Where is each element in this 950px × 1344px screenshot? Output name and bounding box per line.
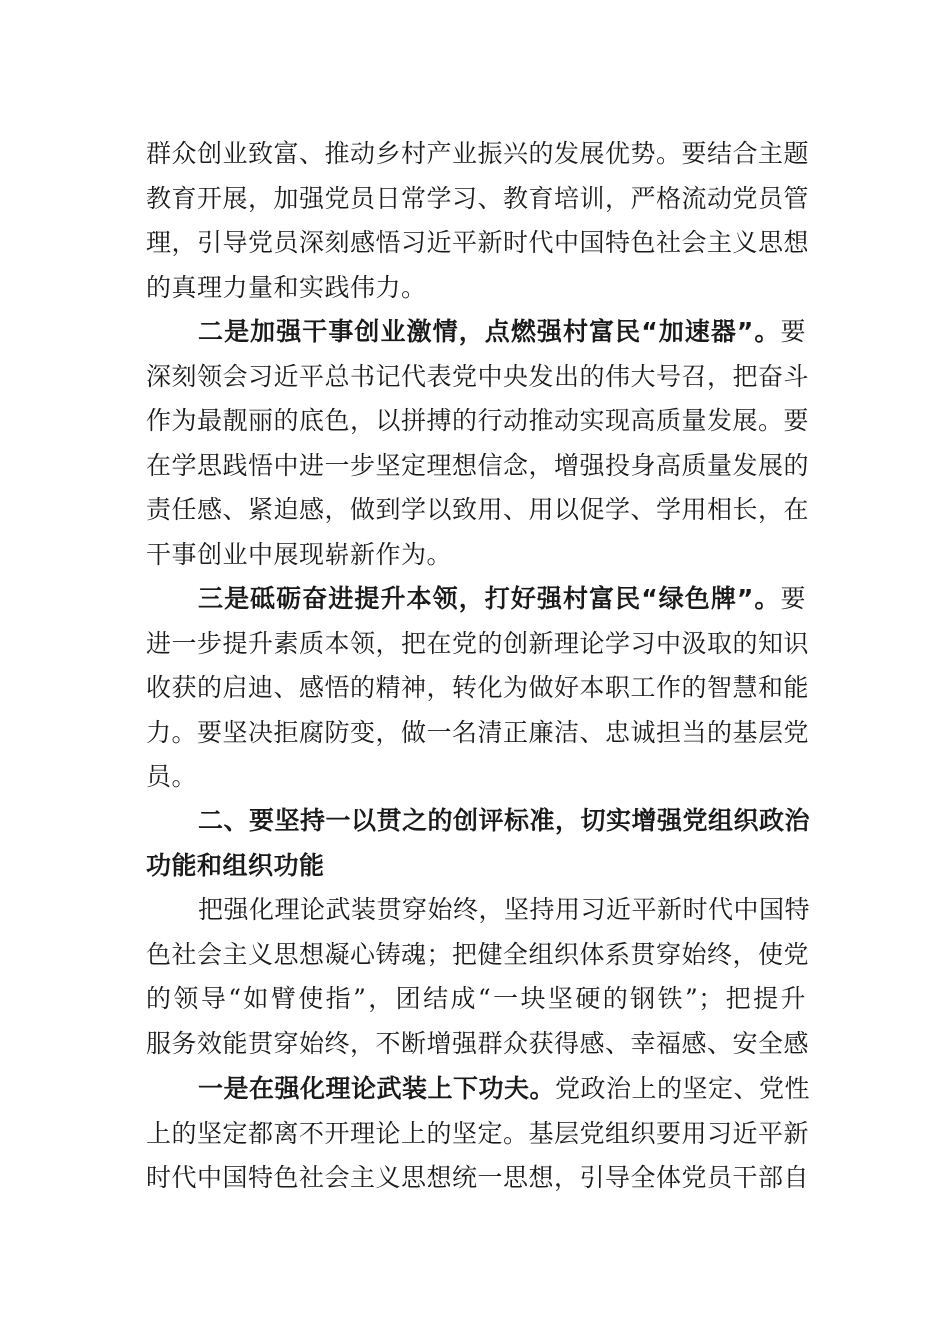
bold-lead-sentence: 二是加强干事创业激情，点燃强村富民“加速器”。 bbox=[198, 317, 781, 346]
paragraph-line: 在学思践悟中进一步坚定理想信念，增强投身高质量发展的 bbox=[146, 450, 810, 480]
heading-line: 功能和组织功能 bbox=[146, 850, 325, 880]
paragraph-line: 干事创业中展现崭新作为。 bbox=[146, 539, 453, 569]
paragraph-line: 教育开展，加强党员日常学习、教育培训，严格流动党员管 bbox=[146, 183, 810, 213]
paragraph-5 bbox=[146, 1067, 811, 1201]
paragraph-line: 色社会主义思想凝心铸魂；把健全组织体系贯穿始终，使党 bbox=[146, 939, 810, 969]
paragraph-lead-line bbox=[146, 1067, 811, 1112]
paragraph-line: 作为最靓丽的底色，以拼搏的行动推动实现高质量发展。要 bbox=[146, 406, 810, 435]
paragraph-4 bbox=[146, 888, 811, 1066]
paragraph-line: 上的坚定都离不开理论上的坚定。基层党组织要用习近平新 bbox=[146, 1118, 810, 1148]
paragraph-line: 力。要坚决拒腐防变，做一名清正廉洁、忠诚担当的基层党 bbox=[146, 717, 810, 747]
paragraph-line: 的领导“如臂使指”，团结成“一块坚硬的钢铁”；把提升 bbox=[146, 984, 806, 1013]
paragraph-line: 群众创业致富、推动乡村产业振兴的发展优势。要结合主题 bbox=[146, 139, 810, 168]
bold-lead-sentence: 一是在强化理论武装上下功夫。 bbox=[198, 1074, 556, 1103]
lead-tail-text: 要 bbox=[780, 317, 806, 346]
paragraph-2 bbox=[146, 310, 810, 577]
paragraph-line: 收获的启迪、感悟的精神，转化为做好本职工作的智慧和能 bbox=[146, 673, 810, 702]
paragraph-line: 把强化理论武装贯穿始终，坚持用习近平新时代中国特 bbox=[198, 895, 811, 924]
paragraph-lead-line bbox=[146, 577, 806, 622]
heading-line: 二、要坚持一以贯之的创评标准，切实增强党组织政治 bbox=[198, 806, 811, 835]
paragraph-line: 深刻领会习近平总书记代表党中央发出的伟大号召，把奋斗 bbox=[146, 361, 810, 391]
paragraph-line: 服务效能贯穿始终，不断增强群众获得感、幸福感、安全感 bbox=[146, 1028, 810, 1058]
paragraph-line: 的真理力量和实践伟力。 bbox=[146, 272, 427, 302]
bold-lead-sentence: 三是砥砺奋进提升本领，打好强村富民“绿色牌”。 bbox=[198, 584, 781, 613]
lead-tail-text: 党政治上的坚定、党性 bbox=[555, 1074, 811, 1103]
lead-tail-text: 要 bbox=[780, 584, 806, 613]
paragraph-3 bbox=[146, 577, 810, 800]
paragraph-line: 进一步提升素质本领，把在党的创新理论学习中汲取的知识 bbox=[146, 628, 810, 658]
paragraph-lead-line bbox=[146, 310, 806, 355]
paragraph-1 bbox=[146, 132, 810, 310]
paragraph-line: 时代中国特色社会主义思想统一思想，引导全体党员干部自 bbox=[146, 1163, 810, 1192]
paragraph-line: 员。 bbox=[146, 762, 198, 791]
section-heading bbox=[146, 799, 811, 888]
paragraph-line: 责任感、紧迫感，做到学以致用、用以促学、学用相长，在 bbox=[146, 495, 810, 524]
paragraph-line: 理，引导党员深刻感悟习近平新时代中国特色社会主义思想 bbox=[146, 228, 810, 257]
